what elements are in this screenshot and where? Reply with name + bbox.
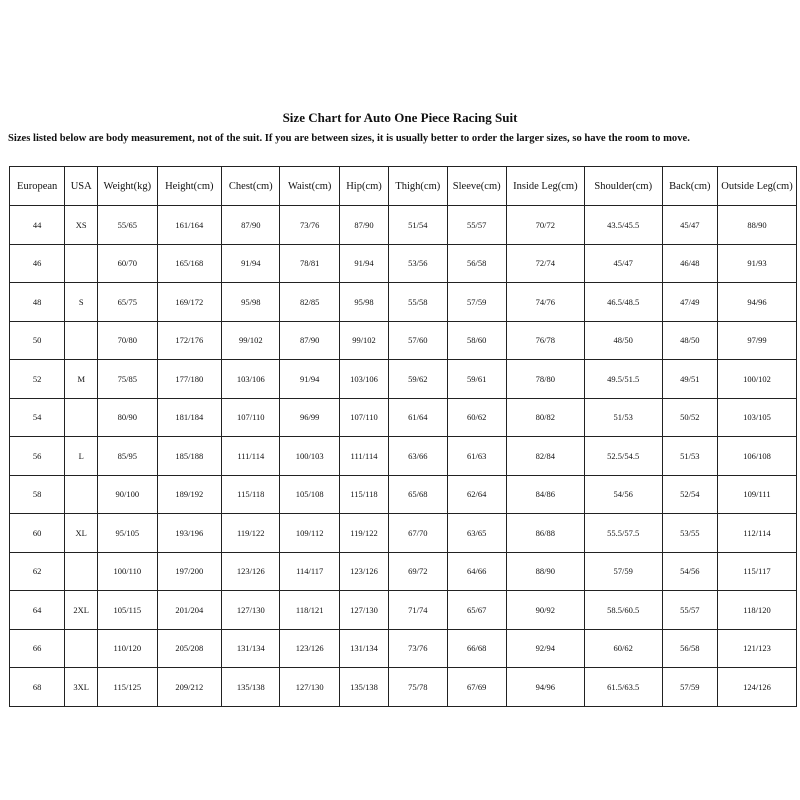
column-header: Sleeve(cm) [447, 167, 506, 206]
table-cell: 66/68 [447, 629, 506, 668]
table-cell: 45/47 [584, 244, 662, 283]
table-cell: 63/66 [389, 437, 447, 476]
table-cell: 62 [10, 552, 65, 591]
table-cell: 48/50 [662, 321, 717, 360]
table-cell: 55/65 [98, 206, 157, 245]
table-cell: 67/69 [447, 668, 506, 707]
column-header: Hip(cm) [339, 167, 388, 206]
table-row [10, 244, 797, 283]
table-cell: 80/82 [506, 398, 584, 437]
table-cell: 109/112 [280, 514, 339, 553]
table-cell: 127/130 [280, 668, 339, 707]
table-cell: 60/62 [584, 629, 662, 668]
table-cell: XL [65, 514, 98, 553]
table-cell: 127/130 [339, 591, 388, 630]
table-cell: 87/90 [339, 206, 388, 245]
table-cell: 60 [10, 514, 65, 553]
table-cell: 48/50 [584, 321, 662, 360]
table-cell: 67/70 [389, 514, 447, 553]
table-cell: 86/88 [506, 514, 584, 553]
table-cell: 209/212 [157, 668, 222, 707]
table-cell: 54/56 [584, 475, 662, 514]
table-cell: S [65, 283, 98, 322]
table-cell: 75/78 [389, 668, 447, 707]
measurement-note: Sizes listed below are body measurement, not of the suit. If you are between sizes, it is usually better to order the larger sizes, so have the room to move. [8, 133, 690, 144]
table-cell: 123/126 [280, 629, 339, 668]
table-cell: 58 [10, 475, 65, 514]
table-cell: 50 [10, 321, 65, 360]
table-cell: 94/96 [506, 668, 584, 707]
column-header: Shoulder(cm) [584, 167, 662, 206]
table-cell: 59/61 [447, 360, 506, 399]
table-cell: 87/90 [222, 206, 280, 245]
table-cell: 58/60 [447, 321, 506, 360]
table-cell: 55/57 [447, 206, 506, 245]
table-cell: 114/117 [280, 552, 339, 591]
table-row [10, 283, 797, 322]
table-cell: M [65, 360, 98, 399]
table-row [10, 552, 797, 591]
table-cell: 201/204 [157, 591, 222, 630]
table-row [10, 321, 797, 360]
table-cell: 60/70 [98, 244, 157, 283]
table-row [10, 475, 797, 514]
table-cell: 88/90 [506, 552, 584, 591]
table-row [10, 668, 797, 707]
table-cell: 66 [10, 629, 65, 668]
table-cell: 95/98 [339, 283, 388, 322]
table-cell: 115/118 [222, 475, 280, 514]
table-cell: 74/76 [506, 283, 584, 322]
table-cell: 57/59 [447, 283, 506, 322]
table-cell: L [65, 437, 98, 476]
table-row [10, 629, 797, 668]
column-header: Chest(cm) [222, 167, 280, 206]
table-cell: 95/98 [222, 283, 280, 322]
table-cell: 82/84 [506, 437, 584, 476]
table-row [10, 360, 797, 399]
table-cell: 46.5/48.5 [584, 283, 662, 322]
table-cell: 94/96 [718, 283, 797, 322]
table-cell [65, 321, 98, 360]
table-header-row [10, 167, 797, 206]
table-cell: 99/102 [339, 321, 388, 360]
table-cell: 46/48 [662, 244, 717, 283]
table-cell: 103/106 [222, 360, 280, 399]
table-cell: 161/164 [157, 206, 222, 245]
table-cell: 62/64 [447, 475, 506, 514]
table-cell: 51/53 [662, 437, 717, 476]
table-cell: 85/95 [98, 437, 157, 476]
table-cell [65, 552, 98, 591]
table-cell: 51/54 [389, 206, 447, 245]
table-cell: 92/94 [506, 629, 584, 668]
table-cell: 135/138 [222, 668, 280, 707]
column-header: Height(cm) [157, 167, 222, 206]
table-cell: 115/117 [718, 552, 797, 591]
table-cell: 119/122 [222, 514, 280, 553]
column-header: Thigh(cm) [389, 167, 447, 206]
table-cell: 91/94 [339, 244, 388, 283]
table-cell: 78/80 [506, 360, 584, 399]
table-cell: 65/68 [389, 475, 447, 514]
table-cell: 205/208 [157, 629, 222, 668]
column-header: Weight(kg) [98, 167, 157, 206]
table-cell: 107/110 [339, 398, 388, 437]
table-cell: 2XL [65, 591, 98, 630]
table-cell: 100/102 [718, 360, 797, 399]
table-cell: 50/52 [662, 398, 717, 437]
table-cell: 52.5/54.5 [584, 437, 662, 476]
table-cell: 71/74 [389, 591, 447, 630]
table-cell: 56/58 [662, 629, 717, 668]
table-cell: 169/172 [157, 283, 222, 322]
table-cell: 72/74 [506, 244, 584, 283]
table-cell: 3XL [65, 668, 98, 707]
table-cell: 110/120 [98, 629, 157, 668]
table-row [10, 206, 797, 245]
table-cell: 91/93 [718, 244, 797, 283]
table-cell: 115/118 [339, 475, 388, 514]
table-cell: 119/122 [339, 514, 388, 553]
table-cell: 68 [10, 668, 65, 707]
table-cell: 95/105 [98, 514, 157, 553]
table-cell: 131/134 [222, 629, 280, 668]
table-cell: 121/123 [718, 629, 797, 668]
table-cell: 99/102 [222, 321, 280, 360]
table-cell: 61/64 [389, 398, 447, 437]
table-cell: 109/111 [718, 475, 797, 514]
column-header: Waist(cm) [280, 167, 339, 206]
table-cell: 103/106 [339, 360, 388, 399]
table-cell: 118/121 [280, 591, 339, 630]
table-cell: 73/76 [389, 629, 447, 668]
table-cell: 88/90 [718, 206, 797, 245]
table-cell: 49.5/51.5 [584, 360, 662, 399]
table-cell: 64 [10, 591, 65, 630]
table-cell: 57/59 [662, 668, 717, 707]
table-cell: 75/85 [98, 360, 157, 399]
table-cell: 193/196 [157, 514, 222, 553]
table-cell: 56/58 [447, 244, 506, 283]
table-cell: 165/168 [157, 244, 222, 283]
size-chart-table [9, 166, 797, 707]
table-cell: 82/85 [280, 283, 339, 322]
table-cell: XS [65, 206, 98, 245]
column-header: USA [65, 167, 98, 206]
table-cell: 189/192 [157, 475, 222, 514]
table-cell: 73/76 [280, 206, 339, 245]
table-cell: 118/120 [718, 591, 797, 630]
table-cell: 70/72 [506, 206, 584, 245]
table-cell: 172/176 [157, 321, 222, 360]
table-cell [65, 398, 98, 437]
table-cell: 124/126 [718, 668, 797, 707]
table-cell: 58.5/60.5 [584, 591, 662, 630]
table-cell: 55/58 [389, 283, 447, 322]
table-cell: 123/126 [339, 552, 388, 591]
table-cell: 103/105 [718, 398, 797, 437]
table-cell: 65/75 [98, 283, 157, 322]
table-cell: 177/180 [157, 360, 222, 399]
table-body [10, 206, 797, 707]
column-header: Back(cm) [662, 167, 717, 206]
table-cell [65, 244, 98, 283]
table-row [10, 591, 797, 630]
table-cell: 78/81 [280, 244, 339, 283]
table-cell: 52 [10, 360, 65, 399]
table-cell: 135/138 [339, 668, 388, 707]
table-cell: 64/66 [447, 552, 506, 591]
table-cell [65, 475, 98, 514]
table-cell: 111/114 [222, 437, 280, 476]
table-cell: 123/126 [222, 552, 280, 591]
table-cell: 53/56 [389, 244, 447, 283]
table-cell: 100/103 [280, 437, 339, 476]
table-cell: 60/62 [447, 398, 506, 437]
table-cell: 61.5/63.5 [584, 668, 662, 707]
table-cell: 91/94 [280, 360, 339, 399]
table-cell: 59/62 [389, 360, 447, 399]
table-cell: 131/134 [339, 629, 388, 668]
table-cell: 54 [10, 398, 65, 437]
table-cell: 51/53 [584, 398, 662, 437]
table-cell: 54/56 [662, 552, 717, 591]
table-cell: 87/90 [280, 321, 339, 360]
table-cell: 56 [10, 437, 65, 476]
table-cell: 45/47 [662, 206, 717, 245]
table-cell: 53/55 [662, 514, 717, 553]
table-cell: 55/57 [662, 591, 717, 630]
table-cell: 80/90 [98, 398, 157, 437]
table-cell: 111/114 [339, 437, 388, 476]
table-cell: 197/200 [157, 552, 222, 591]
table-cell: 55.5/57.5 [584, 514, 662, 553]
table-row [10, 398, 797, 437]
table-cell: 90/100 [98, 475, 157, 514]
table-cell: 70/80 [98, 321, 157, 360]
column-header: European [10, 167, 65, 206]
table-cell: 185/188 [157, 437, 222, 476]
table-cell: 91/94 [222, 244, 280, 283]
page-title: Size Chart for Auto One Piece Racing Suit [282, 110, 518, 125]
table-cell: 46 [10, 244, 65, 283]
table-cell: 76/78 [506, 321, 584, 360]
column-header: Outside Leg(cm) [718, 167, 797, 206]
table-cell: 49/51 [662, 360, 717, 399]
table-cell: 47/49 [662, 283, 717, 322]
table-cell: 48 [10, 283, 65, 322]
column-header: Inside Leg(cm) [506, 167, 584, 206]
table-cell: 107/110 [222, 398, 280, 437]
table-cell: 63/65 [447, 514, 506, 553]
table-cell: 112/114 [718, 514, 797, 553]
table-cell: 84/86 [506, 475, 584, 514]
table-cell: 100/110 [98, 552, 157, 591]
table-cell: 105/108 [280, 475, 339, 514]
table-row [10, 437, 797, 476]
table-cell: 69/72 [389, 552, 447, 591]
table-cell: 90/92 [506, 591, 584, 630]
table-cell [65, 629, 98, 668]
table-cell: 105/115 [98, 591, 157, 630]
table-cell: 97/99 [718, 321, 797, 360]
table-cell: 61/63 [447, 437, 506, 476]
table-cell: 57/60 [389, 321, 447, 360]
table-cell: 57/59 [584, 552, 662, 591]
table-row [10, 514, 797, 553]
table-cell: 65/67 [447, 591, 506, 630]
table-cell: 181/184 [157, 398, 222, 437]
table-cell: 44 [10, 206, 65, 245]
table-cell: 52/54 [662, 475, 717, 514]
table-cell: 127/130 [222, 591, 280, 630]
table-cell: 96/99 [280, 398, 339, 437]
table-cell: 115/125 [98, 668, 157, 707]
table-cell: 106/108 [718, 437, 797, 476]
table-cell: 43.5/45.5 [584, 206, 662, 245]
